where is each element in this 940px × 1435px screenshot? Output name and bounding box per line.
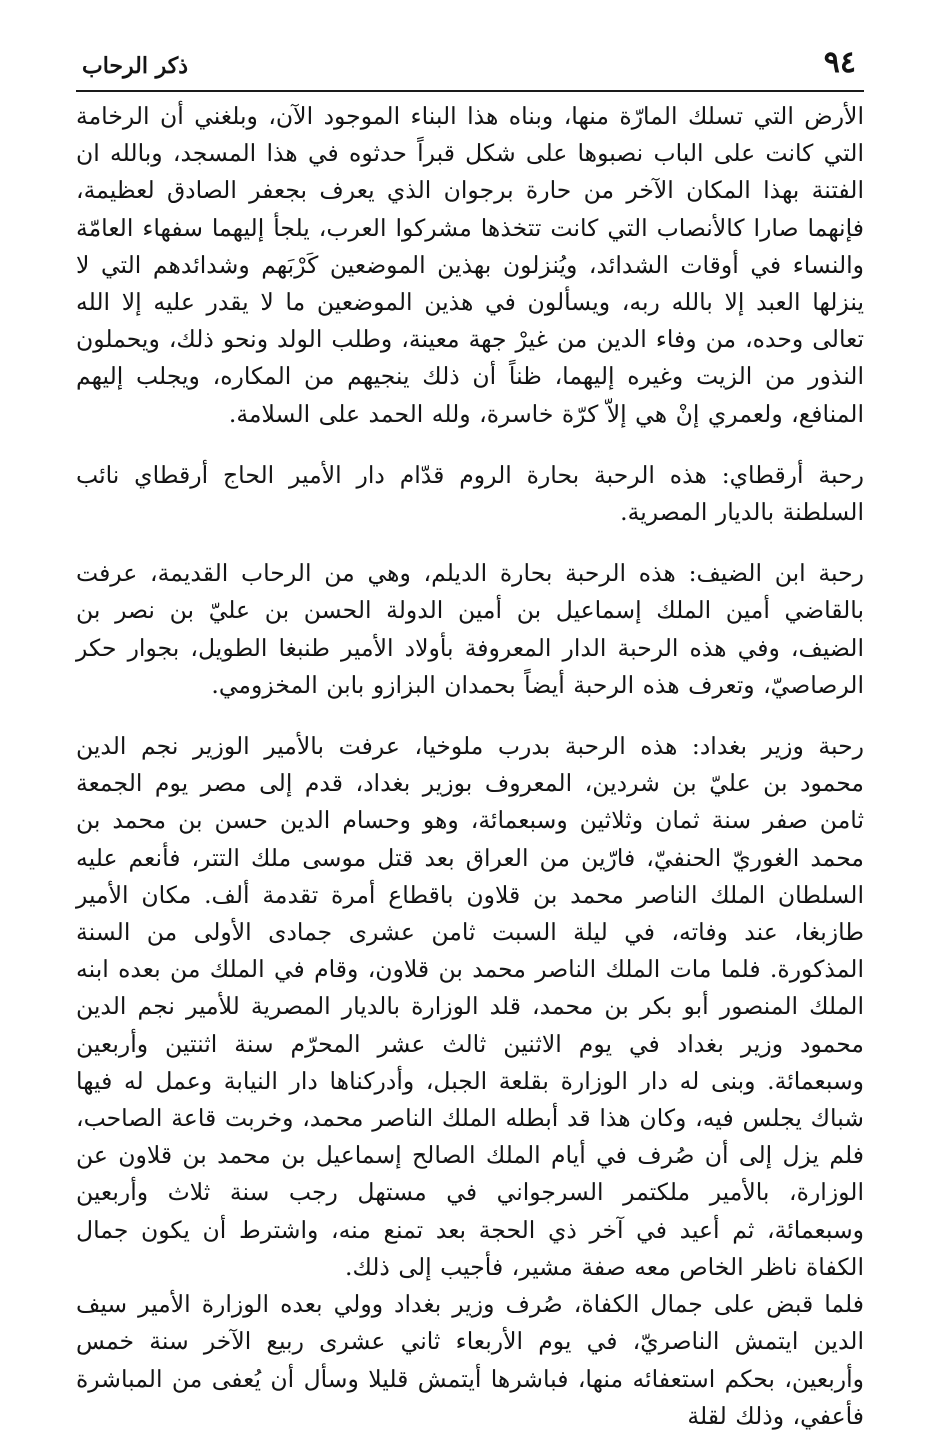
page-number: ٩٤ (823, 45, 856, 80)
section-title: ذكر الرحاب (82, 53, 189, 79)
paragraph-mosque-continuation: الأرض التي تسلك المارّة منها، وبناه هذا البناء الموجود الآن، وبلغني أن الرخامة التي كانت على الباب نصبوها على شكل قبراً حدثوه في هذا المسجد، وبالله ان الفتنة بهذا المكان الآخر من حارة برجوان الذي يعرف بجعفر الصادق لعظيمة، فإنهما صارا كالأنصاب التي كانت تتخذها مشركوا العرب، يلجأ إليهما سفهاء العامّة والنساء في أوقات الشدائد، ويُنزلون بهذين الموضعين كَرْبَهم وشدائدهم التي لا ينزلها العبد إلا بالله ربه، ويسألون في هذين الموضعين ما لا يقدر عليه إلا الله تعالى وحده، من وفاء الدين من غيرْ جهة معينة، وطلب الولد ونحو ذلك، ويحملون النذور من الزيت وغيره إليهما، ظناً أن ذلك ينجيهم من المكاره، ويجلب إليهم المنافع، ولعمري إنْ هي إلاّ كرّة خاسرة، ولله الحمد على السلامة. (76, 102, 864, 428)
paragraph-jamal-al-kufat: فلما قبض على جمال الكفاة، صُرف وزير بغداد وولي بعده الوزارة الأمير سيف الدين ايتمش الناصريّ، في يوم الأربعاء ثاني عشرى ربيع الآخر سنة خمس وأربعين، بحكم استعفائه منها، فباشرها أيتمش قليلا وسأل أن يُعفى من المباشرة فأعفي، وذلك لقلة (76, 1290, 864, 1430)
running-header (76, 44, 864, 92)
book-page (76, 44, 864, 1430)
paragraph-rahbat-ibn-al-dayf: رحبة ابن الضيف: هذه الرحبة بحارة الديلم، وهي من الرحاب القديمة، عرفت بالقاضي أمين الملك إسماعيل بن أمين الدولة الحسن بن عليّ بن نصر بن الضيف، وفي هذه الرحبة الدار المعروفة بأولاد الأمير طنبغا الطويل، بجوار حكر الرصاصيّ، وتعرف هذه الرحبة أيضاً بحمدان البزازو بابن المخزومي. (76, 559, 864, 699)
paragraph-rahbat-wazir-baghdad: رحبة وزير بغداد: هذه الرحبة بدرب ملوخيا، عرفت بالأمير الوزير نجم الدين محمود بن عليّ بن شردين، المعروف بوزير بغداد، قدم إلى مصر يوم الجمعة ثامن صفر سنة ثمان وثلاثين وسبعمائة، وهو وحسام الدين حسن بن محمد بن محمد الغوريّ الحنفيّ، فارّين من العراق بعد قتل موسى ملك التتر، فأنعم عليه السلطان الملك الناصر محمد بن قلاون باقطاع أمرة تقدمة ألف. مكان الأمير طازبغا، عند وفاته، في ليلة السبت ثامن عشرى جمادى الأولى من السنة المذكورة. فلما مات الملك الناصر محمد بن قلاون، وقام في الملك من بعده ابنه الملك المنصور أبو بكر بن محمد، قلد الوزارة بالديار المصرية للأمير نجم الدين محمود وزير بغداد في يوم الاثنين ثالث عشر المحرّم سنة اثنتين وأربعين وسبعمائة. وبنى له دار الوزارة بقلعة الجبل، وأدركناها دار النيابة وعمل له فيها شباك يجلس فيه، وكان هذا قد أبطله الملك الناصر محمد، وخربت قاعة الصاحب، فلم يزل إلى أن صُرف في أيام الملك الصالح إسماعيل بن محمد بن قلاون عن الوزارة، بالأمير ملكتمر السرجواني في مستهل رجب سنة ثلاث وأربعين وسبعمائة، ثم أعيد في آخر ذي الحجة بعد تمنع منه، واشترط أن يكون جمال الكفاة ناظر الخاص معه صفة مشير، فأجيب إلى ذلك. (76, 732, 864, 1281)
body-text (76, 92, 864, 1435)
paragraph-rahbat-arqtay: رحبة أرقطاي: هذه الرحبة بحارة الروم قدّام دار الأمير الحاج أرقطاي نائب السلطنة بالديار المصرية. (76, 460, 864, 527)
